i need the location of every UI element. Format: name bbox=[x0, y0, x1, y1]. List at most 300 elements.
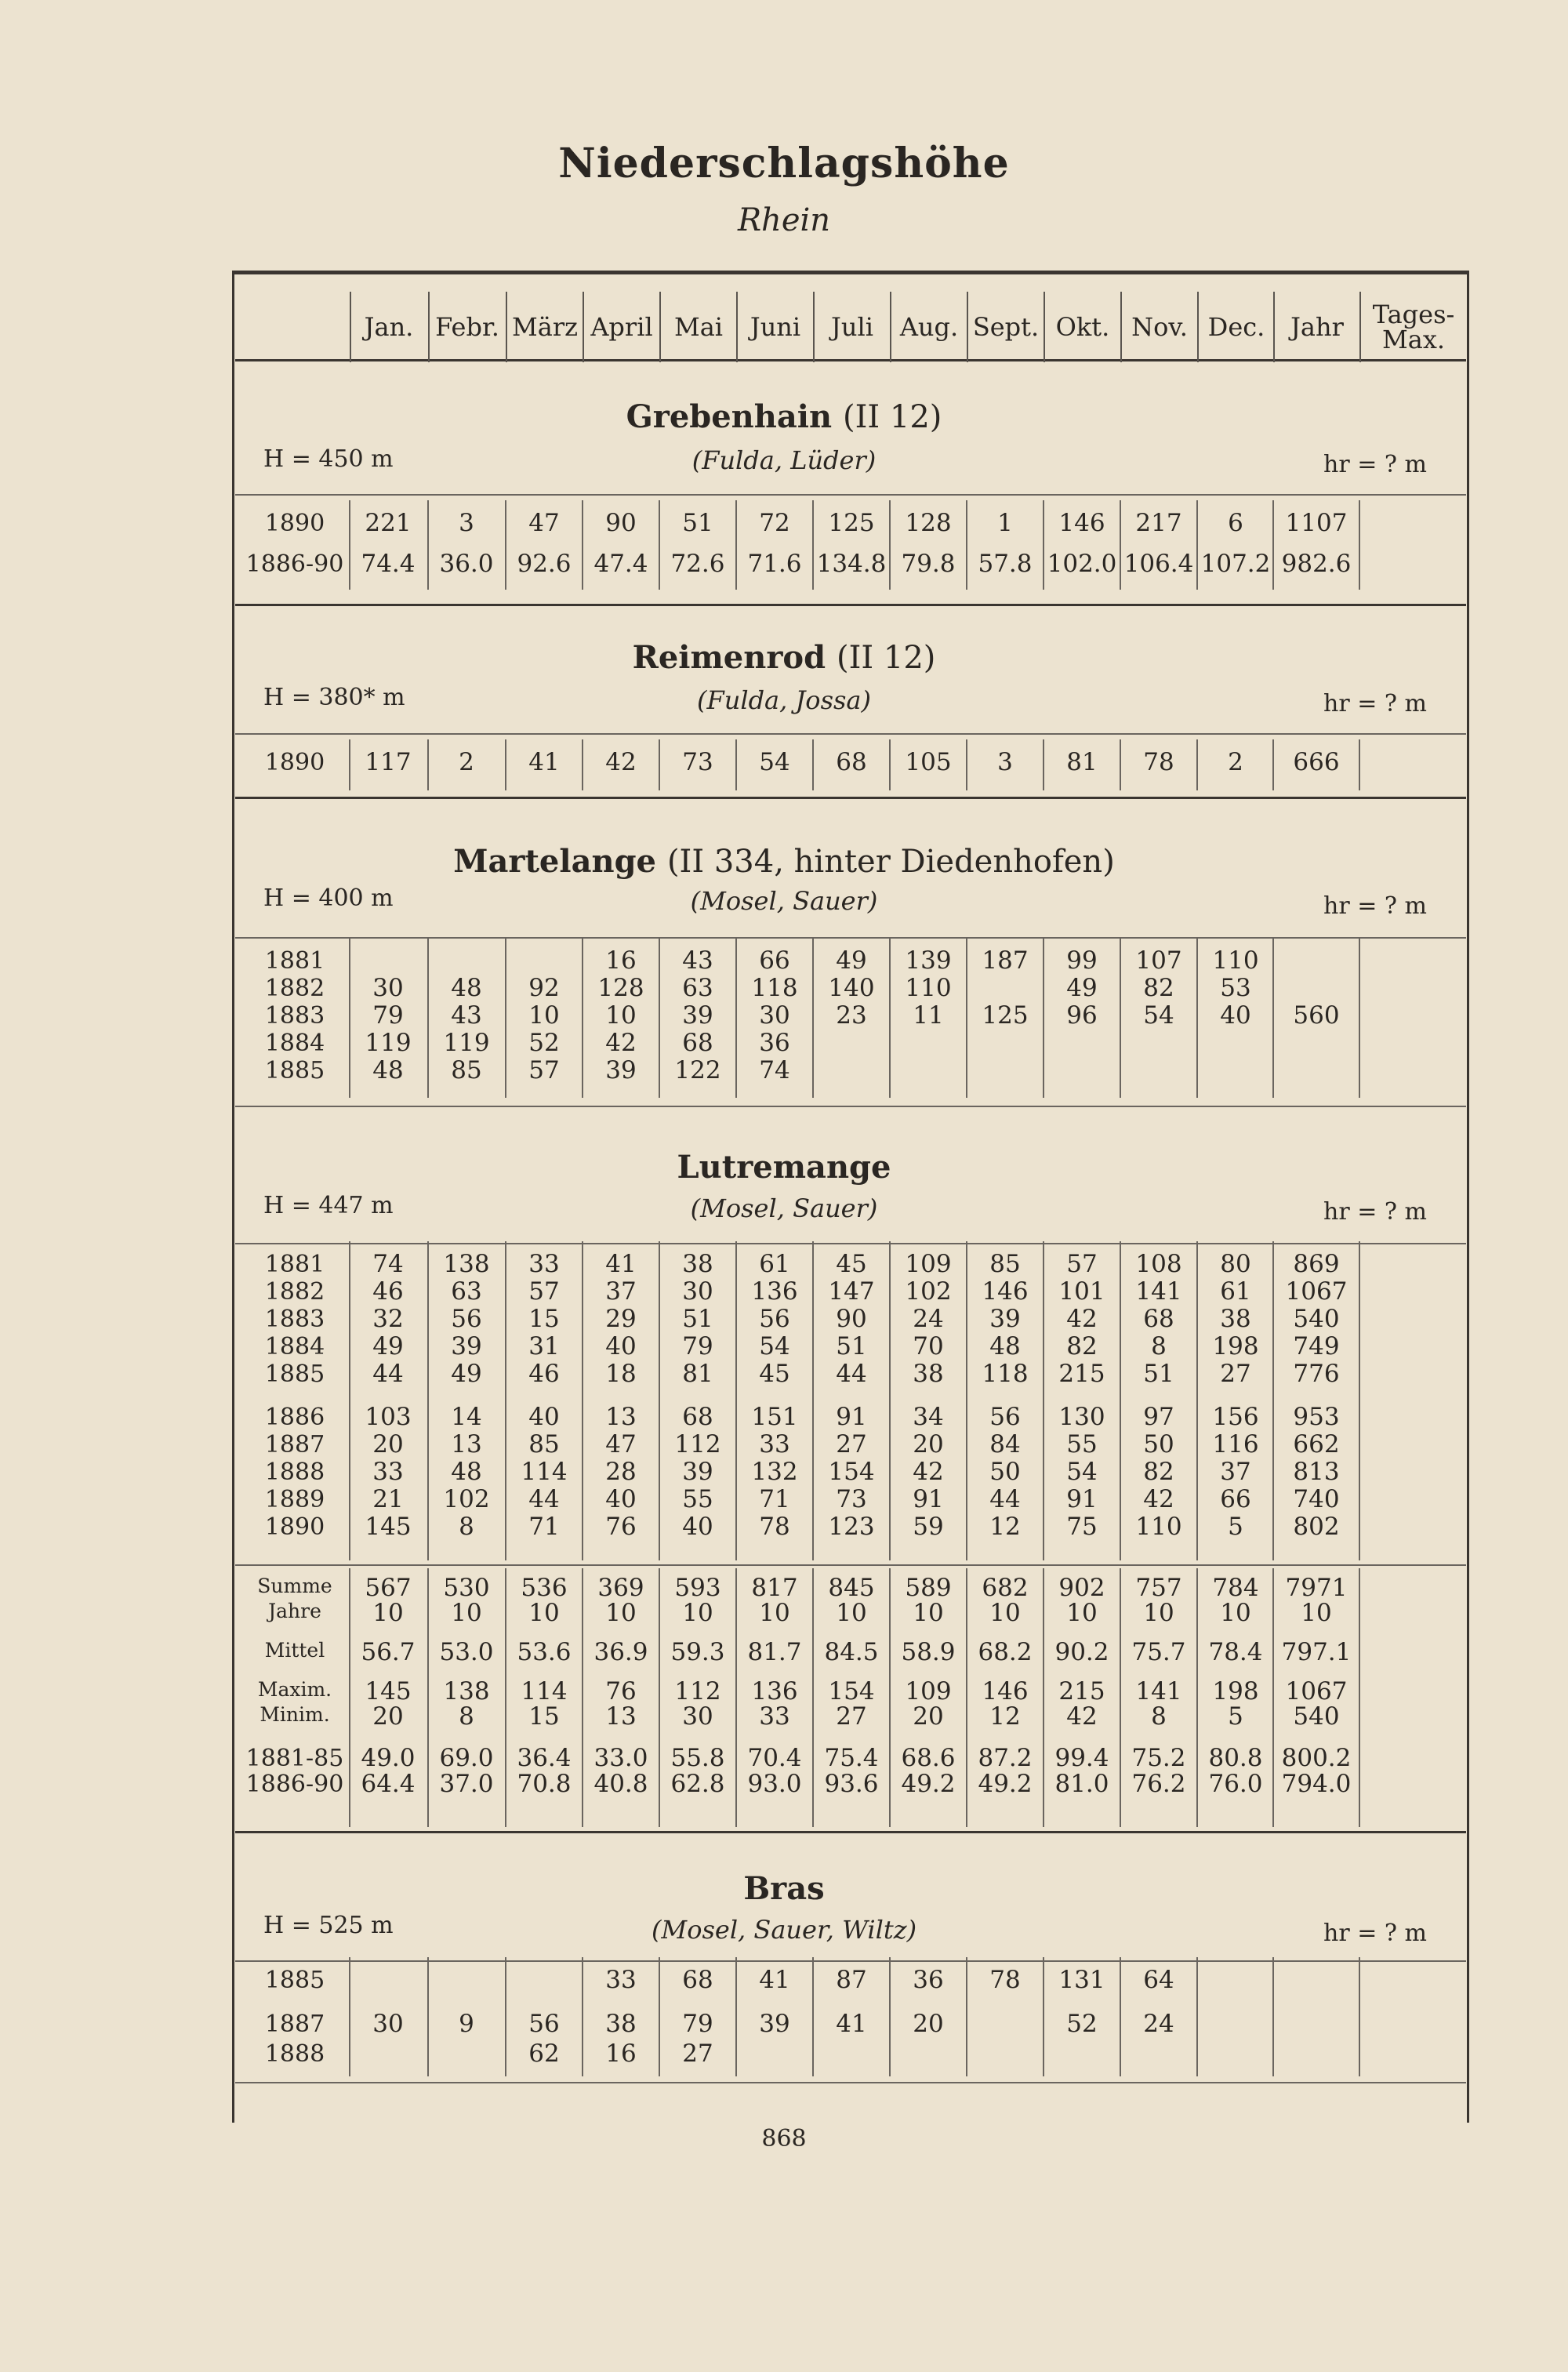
row-label: 1885 bbox=[264, 1360, 325, 1388]
cell-juli: 123 bbox=[828, 1513, 875, 1541]
cell-juli: 87 bbox=[836, 1966, 867, 1994]
cell-sept: 50 bbox=[989, 1458, 1021, 1486]
summary-cell: 36.9 bbox=[593, 1638, 648, 1666]
summary-cell: 36.4 bbox=[517, 1744, 572, 1772]
cell-juli: 91 bbox=[836, 1403, 867, 1431]
summary-label: Mittel bbox=[264, 1639, 325, 1662]
cell-april: 42 bbox=[605, 1029, 637, 1057]
summary-cell: 33 bbox=[759, 1702, 790, 1731]
summary-cell: 49.2 bbox=[901, 1770, 956, 1798]
cell-nov: 141 bbox=[1135, 1277, 1182, 1306]
section-rule bbox=[235, 1960, 1466, 1962]
cell-jan: 221 bbox=[365, 509, 412, 537]
cell-aug: 128 bbox=[905, 509, 952, 537]
cell-dec: 116 bbox=[1212, 1430, 1259, 1458]
row-label: 1882 bbox=[264, 1278, 325, 1306]
section-rule bbox=[235, 2082, 1466, 2083]
summary-cell: 99.4 bbox=[1054, 1744, 1109, 1772]
cell-nov: 217 bbox=[1135, 509, 1182, 537]
summary-cell: 215 bbox=[1058, 1677, 1105, 1705]
cell-febr: 8 bbox=[459, 1513, 474, 1541]
cell-okt: 215 bbox=[1058, 1360, 1105, 1388]
summary-cell: 146 bbox=[982, 1677, 1029, 1705]
cell-nov: 64 bbox=[1143, 1966, 1174, 1994]
summary-cell: 33.0 bbox=[593, 1744, 648, 1772]
cell-april: 41 bbox=[605, 1250, 637, 1278]
row-label: 1884 bbox=[264, 1030, 325, 1057]
station-elevation: H = 447 m bbox=[263, 1192, 394, 1219]
summary-cell: 114 bbox=[521, 1677, 568, 1705]
summary-cell: 530 bbox=[443, 1574, 490, 1602]
cell-juli: 27 bbox=[836, 1430, 867, 1458]
cell-jan: 33 bbox=[372, 1458, 404, 1486]
cell-mai: 73 bbox=[682, 748, 713, 776]
section-rule bbox=[235, 1243, 1466, 1244]
summary-cell: 76.0 bbox=[1208, 1770, 1263, 1798]
cell-juni: 45 bbox=[759, 1360, 790, 1388]
cell-mai: 72.6 bbox=[670, 550, 725, 578]
cell-okt: 101 bbox=[1058, 1277, 1105, 1306]
cell-jahr: 540 bbox=[1293, 1305, 1340, 1333]
station-rivers: (Mosel, Sauer) bbox=[690, 1193, 878, 1223]
cell-jahr: 749 bbox=[1293, 1332, 1340, 1360]
summary-cell: 112 bbox=[674, 1677, 721, 1705]
row-label: 1889 bbox=[264, 1486, 325, 1513]
cell-okt: 130 bbox=[1058, 1403, 1105, 1431]
summary-cell: 589 bbox=[905, 1574, 952, 1602]
cell-jan: 117 bbox=[365, 748, 412, 776]
cell-märz: 56 bbox=[528, 2010, 560, 2038]
station-hr: hr = ? m bbox=[1323, 892, 1427, 920]
summary-cell: 37.0 bbox=[439, 1770, 494, 1798]
summary-cell: 70.8 bbox=[517, 1770, 572, 1798]
cell-april: 42 bbox=[605, 748, 637, 776]
cell-aug: 59 bbox=[913, 1513, 944, 1541]
row-label: 1887 bbox=[264, 2011, 325, 2038]
cell-dec: 80 bbox=[1220, 1250, 1251, 1278]
cell-dec: 61 bbox=[1220, 1277, 1251, 1306]
cell-jan: 46 bbox=[372, 1277, 404, 1306]
summary-cell: 138 bbox=[443, 1677, 490, 1705]
cell-dec: 53 bbox=[1220, 974, 1251, 1002]
cell-juli: 45 bbox=[836, 1250, 867, 1278]
station-hr: hr = ? m bbox=[1323, 1920, 1427, 1947]
cell-dec: 107.2 bbox=[1200, 550, 1271, 578]
cell-jahr: 813 bbox=[1293, 1458, 1340, 1486]
cell-febr: 56 bbox=[451, 1305, 482, 1333]
cell-sept: 39 bbox=[989, 1305, 1021, 1333]
row-label: 1890 bbox=[264, 749, 325, 776]
summary-cell: 81.0 bbox=[1054, 1770, 1109, 1798]
cell-aug: 79.8 bbox=[901, 550, 956, 578]
summary-cell: 78.4 bbox=[1208, 1638, 1263, 1666]
cell-dec: 37 bbox=[1220, 1458, 1251, 1486]
summary-cell: 145 bbox=[365, 1677, 412, 1705]
column-header: Jahr bbox=[1273, 292, 1359, 362]
station-name: Reimenrod (II 12) bbox=[632, 639, 936, 676]
cell-april: 13 bbox=[605, 1403, 637, 1431]
cell-febr: 14 bbox=[451, 1403, 482, 1431]
summary-cell: 75.7 bbox=[1131, 1638, 1186, 1666]
cell-april: 128 bbox=[597, 974, 644, 1002]
cell-aug: 24 bbox=[913, 1305, 944, 1333]
station-rivers: (Mosel, Sauer) bbox=[690, 886, 878, 916]
cell-märz: 15 bbox=[528, 1305, 560, 1333]
cell-aug: 42 bbox=[913, 1458, 944, 1486]
station-hr: hr = ? m bbox=[1323, 690, 1427, 717]
summary-cell: 30 bbox=[682, 1702, 713, 1731]
cell-nov: 107 bbox=[1135, 946, 1182, 975]
summary-cell: 75.2 bbox=[1131, 1744, 1186, 1772]
cell-nov: 97 bbox=[1143, 1403, 1174, 1431]
summary-cell: 12 bbox=[989, 1702, 1021, 1731]
summary-cell: 42 bbox=[1066, 1702, 1098, 1731]
row-label: 1885 bbox=[264, 1057, 325, 1084]
station-rivers: (Mosel, Sauer, Wiltz) bbox=[651, 1915, 917, 1945]
cell-mai: 68 bbox=[682, 1403, 713, 1431]
cell-febr: 48 bbox=[451, 1458, 482, 1486]
section-rule bbox=[235, 733, 1466, 735]
row-label: 1884 bbox=[264, 1333, 325, 1360]
column-header: Nov. bbox=[1120, 292, 1197, 362]
cell-juli: 44 bbox=[836, 1360, 867, 1388]
summary-cell: 10 bbox=[759, 1599, 790, 1627]
cell-okt: 146 bbox=[1058, 509, 1105, 537]
cell-mai: 112 bbox=[674, 1430, 721, 1458]
cell-jahr: 1067 bbox=[1285, 1277, 1348, 1306]
cell-okt: 75 bbox=[1066, 1513, 1098, 1541]
row-label: 1881 bbox=[264, 947, 325, 975]
cell-aug: 102 bbox=[905, 1277, 952, 1306]
cell-okt: 99 bbox=[1066, 946, 1098, 975]
summary-cell: 817 bbox=[751, 1574, 798, 1602]
cell-juni: 30 bbox=[759, 1001, 790, 1030]
cell-febr: 63 bbox=[451, 1277, 482, 1306]
header-label-blank bbox=[235, 292, 350, 362]
summary-cell: 154 bbox=[828, 1677, 875, 1705]
summary-cell: 10 bbox=[1143, 1599, 1174, 1627]
cell-sept: 78 bbox=[989, 1966, 1021, 1994]
cell-märz: 47 bbox=[528, 509, 560, 537]
cell-aug: 20 bbox=[913, 2010, 944, 2038]
summary-cell: 10 bbox=[451, 1599, 482, 1627]
cell-april: 10 bbox=[605, 1001, 637, 1030]
cell-juli: 23 bbox=[836, 1001, 867, 1030]
cell-mai: 39 bbox=[682, 1458, 713, 1486]
column-header-tages-max-line: Tages- bbox=[1372, 300, 1455, 329]
station-name: Lutremange bbox=[677, 1149, 891, 1186]
cell-märz: 57 bbox=[528, 1277, 560, 1306]
summary-cell: 64.4 bbox=[361, 1770, 416, 1798]
summary-cell: 10 bbox=[682, 1599, 713, 1627]
cell-jan: 32 bbox=[372, 1305, 404, 1333]
cell-okt: 55 bbox=[1066, 1430, 1098, 1458]
cell-mai: 30 bbox=[682, 1277, 713, 1306]
cell-nov: 68 bbox=[1143, 1305, 1174, 1333]
summary-cell: 8 bbox=[1151, 1702, 1167, 1731]
cell-juli: 49 bbox=[836, 946, 867, 975]
cell-juni: 74 bbox=[759, 1056, 790, 1084]
cell-nov: 51 bbox=[1143, 1360, 1174, 1388]
column-header: Febr. bbox=[428, 292, 505, 362]
summary-label: Summe bbox=[257, 1575, 332, 1597]
cell-okt: 96 bbox=[1066, 1001, 1098, 1030]
summary-label: Minim. bbox=[260, 1703, 330, 1726]
cell-sept: 56 bbox=[989, 1403, 1021, 1431]
cell-märz: 71 bbox=[528, 1513, 560, 1541]
summary-cell: 49.2 bbox=[978, 1770, 1033, 1798]
section-rule bbox=[235, 494, 1466, 496]
cell-juni: 118 bbox=[751, 974, 798, 1002]
cell-mai: 39 bbox=[682, 1001, 713, 1030]
cell-sept: 118 bbox=[982, 1360, 1029, 1388]
cell-mai: 79 bbox=[682, 2010, 713, 2038]
cell-nov: 42 bbox=[1143, 1485, 1174, 1513]
section-rule bbox=[235, 797, 1466, 799]
cell-nov: 82 bbox=[1143, 1458, 1174, 1486]
column-rule bbox=[1359, 1957, 1360, 2076]
cell-juni: 61 bbox=[759, 1250, 790, 1278]
station-elevation: H = 380* m bbox=[263, 684, 405, 711]
cell-sept: 187 bbox=[982, 946, 1029, 975]
cell-juli: 73 bbox=[836, 1485, 867, 1513]
station-rivers: (Fulda, Jossa) bbox=[697, 685, 871, 715]
cell-sept: 3 bbox=[997, 748, 1013, 776]
summary-cell: 797.1 bbox=[1281, 1638, 1352, 1666]
cell-juli: 68 bbox=[836, 748, 867, 776]
cell-märz: 10 bbox=[528, 1001, 560, 1030]
cell-sept: 84 bbox=[989, 1430, 1021, 1458]
cell-april: 18 bbox=[605, 1360, 637, 1388]
cell-mai: 68 bbox=[682, 1966, 713, 1994]
summary-cell: 10 bbox=[528, 1599, 560, 1627]
cell-mai: 79 bbox=[682, 1332, 713, 1360]
cell-aug: 11 bbox=[913, 1001, 944, 1030]
summary-cell: 136 bbox=[751, 1677, 798, 1705]
summary-cell: 20 bbox=[913, 1702, 944, 1731]
cell-jan: 103 bbox=[365, 1403, 412, 1431]
cell-jan: 44 bbox=[372, 1360, 404, 1388]
summary-cell: 20 bbox=[372, 1702, 404, 1731]
cell-jan: 48 bbox=[372, 1056, 404, 1084]
cell-sept: 57.8 bbox=[978, 550, 1033, 578]
cell-juni: 33 bbox=[759, 1430, 790, 1458]
cell-okt: 91 bbox=[1066, 1485, 1098, 1513]
cell-febr: 13 bbox=[451, 1430, 482, 1458]
cell-aug: 70 bbox=[913, 1332, 944, 1360]
cell-febr: 138 bbox=[443, 1250, 490, 1278]
cell-febr: 119 bbox=[443, 1029, 490, 1057]
summary-cell: 8 bbox=[459, 1702, 474, 1731]
cell-juni: 151 bbox=[751, 1403, 798, 1431]
cell-jan: 30 bbox=[372, 2010, 404, 2038]
summary-cell: 109 bbox=[905, 1677, 952, 1705]
cell-dec: 2 bbox=[1228, 748, 1243, 776]
cell-febr: 2 bbox=[459, 748, 474, 776]
cell-sept: 85 bbox=[989, 1250, 1021, 1278]
cell-sept: 146 bbox=[982, 1277, 1029, 1306]
cell-juni: 78 bbox=[759, 1513, 790, 1541]
summary-cell: 68.2 bbox=[978, 1638, 1033, 1666]
cell-dec: 5 bbox=[1228, 1513, 1243, 1541]
row-label: 1881 bbox=[264, 1251, 325, 1278]
summary-cell: 90.2 bbox=[1054, 1638, 1109, 1666]
cell-okt: 102.0 bbox=[1047, 550, 1117, 578]
cell-mai: 122 bbox=[674, 1056, 721, 1084]
cell-okt: 57 bbox=[1066, 1250, 1098, 1278]
cell-märz: 46 bbox=[528, 1360, 560, 1388]
cell-nov: 54 bbox=[1143, 1001, 1174, 1030]
cell-april: 29 bbox=[605, 1305, 637, 1333]
summary-cell: 70.4 bbox=[747, 1744, 802, 1772]
summary-cell: 10 bbox=[605, 1599, 637, 1627]
cell-juli: 41 bbox=[836, 2010, 867, 2038]
cell-jahr: 560 bbox=[1293, 1001, 1340, 1030]
page-title: Niederschlagshöhe bbox=[558, 140, 1010, 187]
summary-cell: 87.2 bbox=[978, 1744, 1033, 1772]
cell-febr: 43 bbox=[451, 1001, 482, 1030]
cell-mai: 51 bbox=[682, 509, 713, 537]
page-number: 868 bbox=[761, 2125, 807, 2152]
station-name: Bras bbox=[743, 1870, 825, 1907]
summary-cell: 68.6 bbox=[901, 1744, 956, 1772]
summary-cell: 10 bbox=[989, 1599, 1021, 1627]
cell-jahr: 982.6 bbox=[1281, 550, 1352, 578]
cell-april: 28 bbox=[605, 1458, 637, 1486]
summary-cell: 27 bbox=[836, 1702, 867, 1731]
cell-aug: 91 bbox=[913, 1485, 944, 1513]
row-label: 1886-90 bbox=[245, 550, 344, 578]
cell-mai: 43 bbox=[682, 946, 713, 975]
cell-april: 47 bbox=[605, 1430, 637, 1458]
summary-cell: 58.9 bbox=[901, 1638, 956, 1666]
cell-juli: 90 bbox=[836, 1305, 867, 1333]
cell-febr: 9 bbox=[459, 2010, 474, 2038]
station-elevation: H = 525 m bbox=[263, 1912, 394, 1939]
row-label: 1888 bbox=[264, 1458, 325, 1486]
summary-label: 1886-90 bbox=[245, 1771, 344, 1798]
cell-april: 90 bbox=[605, 509, 637, 537]
cell-märz: 31 bbox=[528, 1332, 560, 1360]
column-rule bbox=[1272, 1957, 1274, 2076]
summary-cell: 198 bbox=[1212, 1677, 1259, 1705]
cell-sept: 48 bbox=[989, 1332, 1021, 1360]
cell-dec: 66 bbox=[1220, 1485, 1251, 1513]
summary-cell: 567 bbox=[365, 1574, 412, 1602]
cell-juni: 56 bbox=[759, 1305, 790, 1333]
station-elevation: H = 400 m bbox=[263, 885, 394, 912]
cell-jahr: 776 bbox=[1293, 1360, 1340, 1388]
column-header-tages-max-line: Max. bbox=[1381, 325, 1446, 354]
cell-okt: 82 bbox=[1066, 1332, 1098, 1360]
cell-april: 40 bbox=[605, 1485, 637, 1513]
cell-juni: 39 bbox=[759, 2010, 790, 2038]
row-label: 1886 bbox=[264, 1404, 325, 1431]
summary-cell: 593 bbox=[674, 1574, 721, 1602]
cell-sept: 1 bbox=[997, 509, 1013, 537]
cell-aug: 110 bbox=[905, 974, 952, 1002]
cell-märz: 52 bbox=[528, 1029, 560, 1057]
cell-märz: 41 bbox=[528, 748, 560, 776]
cell-april: 33 bbox=[605, 1966, 637, 1994]
cell-febr: 102 bbox=[443, 1485, 490, 1513]
summary-cell: 40.8 bbox=[593, 1770, 648, 1798]
column-header: April bbox=[583, 292, 659, 362]
cell-aug: 139 bbox=[905, 946, 952, 975]
cell-febr: 48 bbox=[451, 974, 482, 1002]
cell-aug: 109 bbox=[905, 1250, 952, 1278]
cell-jahr: 802 bbox=[1293, 1513, 1340, 1541]
column-header-tages-max bbox=[1359, 292, 1466, 362]
cell-juni: 54 bbox=[759, 1332, 790, 1360]
cell-juni: 136 bbox=[751, 1277, 798, 1306]
cell-april: 16 bbox=[605, 946, 637, 975]
summary-cell: 10 bbox=[372, 1599, 404, 1627]
cell-nov: 50 bbox=[1143, 1430, 1174, 1458]
summary-cell: 56.7 bbox=[361, 1638, 416, 1666]
cell-jahr: 740 bbox=[1293, 1485, 1340, 1513]
summary-cell: 1067 bbox=[1285, 1677, 1348, 1705]
column-header: März bbox=[506, 292, 583, 362]
cell-jan: 79 bbox=[372, 1001, 404, 1030]
summary-cell: 141 bbox=[1135, 1677, 1182, 1705]
cell-aug: 20 bbox=[913, 1430, 944, 1458]
cell-juni: 72 bbox=[759, 509, 790, 537]
row-label: 1885 bbox=[264, 1967, 325, 1994]
cell-febr: 36.0 bbox=[439, 550, 494, 578]
summary-cell: 10 bbox=[1220, 1599, 1251, 1627]
cell-juli: 51 bbox=[836, 1332, 867, 1360]
summary-cell: 62.8 bbox=[670, 1770, 725, 1798]
cell-febr: 49 bbox=[451, 1360, 482, 1388]
cell-febr: 39 bbox=[451, 1332, 482, 1360]
cell-jan: 21 bbox=[372, 1485, 404, 1513]
cell-april: 39 bbox=[605, 1056, 637, 1084]
cell-mai: 63 bbox=[682, 974, 713, 1002]
cell-märz: 44 bbox=[528, 1485, 560, 1513]
summary-cell: 76.2 bbox=[1131, 1770, 1186, 1798]
cell-jan: 145 bbox=[365, 1513, 412, 1541]
summary-cell: 53.0 bbox=[439, 1638, 494, 1666]
cell-juni: 71 bbox=[759, 1485, 790, 1513]
summary-cell: 845 bbox=[828, 1574, 875, 1602]
summary-cell: 10 bbox=[1066, 1599, 1098, 1627]
summary-cell: 53.6 bbox=[517, 1638, 572, 1666]
column-header: Dec. bbox=[1197, 292, 1274, 362]
cell-sept: 125 bbox=[982, 1001, 1029, 1030]
cell-april: 40 bbox=[605, 1332, 637, 1360]
cell-nov: 106.4 bbox=[1123, 550, 1194, 578]
column-header: Okt. bbox=[1044, 292, 1120, 362]
row-label: 1890 bbox=[264, 510, 325, 537]
cell-jan: 119 bbox=[365, 1029, 412, 1057]
cell-okt: 54 bbox=[1066, 1458, 1098, 1486]
column-header: Juli bbox=[813, 292, 890, 362]
cell-jan: 74.4 bbox=[361, 550, 416, 578]
cell-nov: 108 bbox=[1135, 1250, 1182, 1278]
summary-cell: 540 bbox=[1293, 1702, 1340, 1731]
station-name: Grebenhain (II 12) bbox=[626, 398, 942, 435]
cell-april: 38 bbox=[605, 2010, 637, 2038]
column-header: Mai bbox=[659, 292, 736, 362]
summary-cell: 902 bbox=[1058, 1574, 1105, 1602]
cell-märz: 85 bbox=[528, 1430, 560, 1458]
cell-mai: 40 bbox=[682, 1513, 713, 1541]
cell-mai: 51 bbox=[682, 1305, 713, 1333]
summary-label: Maxim. bbox=[257, 1678, 332, 1701]
summary-cell: 10 bbox=[913, 1599, 944, 1627]
cell-aug: 38 bbox=[913, 1360, 944, 1388]
